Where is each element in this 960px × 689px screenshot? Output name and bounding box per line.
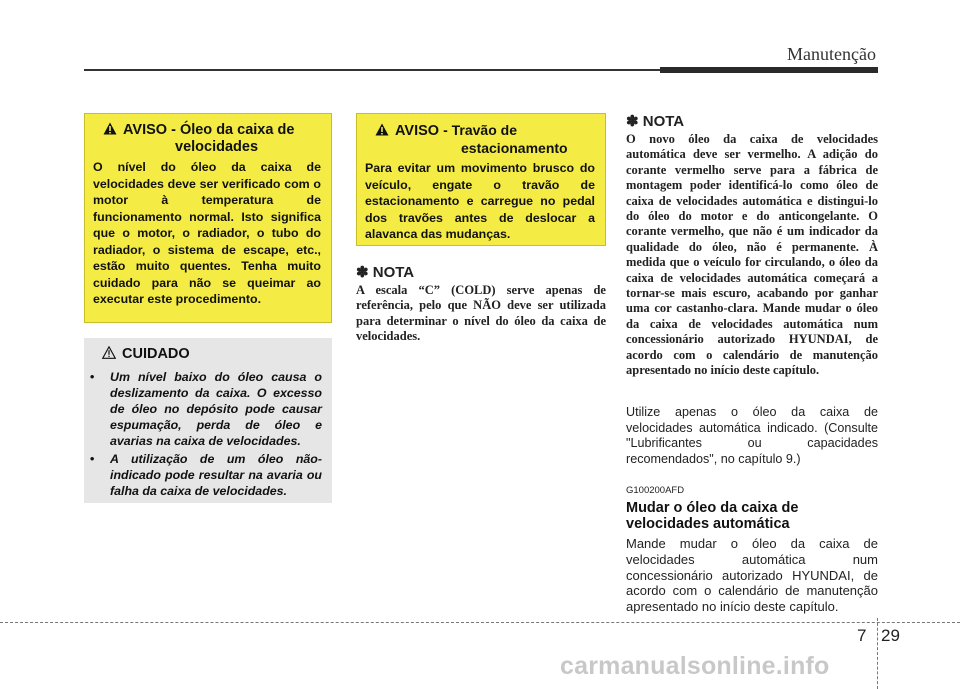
note-heading: ✽ NOTA — [356, 264, 415, 281]
warning-box-gear-oil — [84, 113, 332, 323]
caution-item: • Um nível baixo do óleo causa o deslizamento da caixa. O excesso de óleo no depósito pode causar espumação, perda de óleo e avarias na caixa de velocidades. — [92, 369, 322, 449]
warning-title-line1: - Travão de — [443, 122, 517, 138]
warning-triangle-icon — [375, 123, 389, 136]
warning-triangle-icon — [103, 122, 117, 135]
note-text: O novo óleo da caixa de velocidades automática deve ser vermelho. A adição do corante vermelho serve para a fábrica de montagem poder identificá-lo como óleo de caixa de velocidades automática e distingui-lo do óleo do motor e do anticongelante. O corante vermelho, que não é um indicador da qualidade do óleo, não é permanente. À medida que o veículo for circulando, o óleo da caixa de velocidades automática começará a tornar-se mais escuro, acabando por ganhar uma cor castanho-clara. Mande mudar o óleo da caixa de velocidades automática num concessionário autorizado HYUNDAI, de acordo com o calendário de manutenção apresentado no início deste capítulo. — [626, 132, 878, 378]
warning-title — [93, 122, 321, 156]
caution-list — [92, 369, 322, 499]
warning-title — [365, 122, 595, 157]
page-number: 29 — [881, 626, 900, 645]
footer-rule — [0, 622, 960, 623]
footer-divider — [877, 618, 878, 689]
note-text: A escala “C” (COLD) serve apenas de referência, pelo que NÃO deve ser utilizada para determinar o nível do óleo da caixa de velocidades. — [356, 283, 606, 344]
warning-box-parking-brake — [356, 113, 606, 246]
warning-text: O nível do óleo da caixa de velocidades deve ser verificado com o motor à temperatura de funcionamento normal. Isto significa que o motor, o radiador, o tubo do radiador, o sistema de escape, etc., estão muito quentes. Tenha muito cuidado para não se queimar ao executar este procedimento. — [93, 160, 321, 306]
section-title-line2: velocidades automática — [626, 516, 790, 532]
caution-title — [92, 346, 322, 363]
watermark: carmanualsonline.info — [560, 652, 830, 680]
header-rule-accent — [660, 67, 878, 73]
caution-triangle-icon — [102, 346, 116, 359]
body-paragraph: Utilize apenas o óleo da caixa de velocidades automática indicado. (Consulte "Lubrificantes ou capacidades recomendados", no capítulo 9.) — [626, 405, 878, 466]
header-rule — [84, 69, 662, 71]
warning-label: AVISO - — [123, 122, 176, 138]
warning-label: AVISO — [395, 123, 440, 139]
section-text: Mande mudar o óleo da caixa de velocidades automática num concessionário autorizado HYUNDAI, de acordo com o calendário de manutenção apresentado no início deste capítulo. — [626, 536, 878, 615]
section-code: G100200AFD — [626, 485, 685, 496]
caution-box — [84, 338, 332, 503]
warning-title-line1: Óleo da caixa de — [179, 122, 295, 138]
caution-label: CUIDADO — [122, 346, 190, 362]
warning-text: Para evitar um movimento brusco do veículo, engate o travão de estacionamento e carregue no pedal dos travões antes de deslocar a alavanca das mudanças. — [365, 161, 595, 241]
warning-title-line2: velocidades — [175, 139, 259, 155]
warning-title-line2: estacionamento — [461, 140, 568, 156]
caution-item: • A utilização de um óleo não-indicado pode resultar na avaria ou falha da caixa de velocidades. — [92, 451, 322, 499]
page-header-title: Manutenção — [787, 44, 876, 64]
section-title-line1: Mudar o óleo da caixa de — [626, 500, 799, 516]
section-title — [626, 500, 878, 532]
chapter-number: 7 — [857, 626, 867, 645]
note-heading: ✽ NOTA — [626, 113, 685, 130]
